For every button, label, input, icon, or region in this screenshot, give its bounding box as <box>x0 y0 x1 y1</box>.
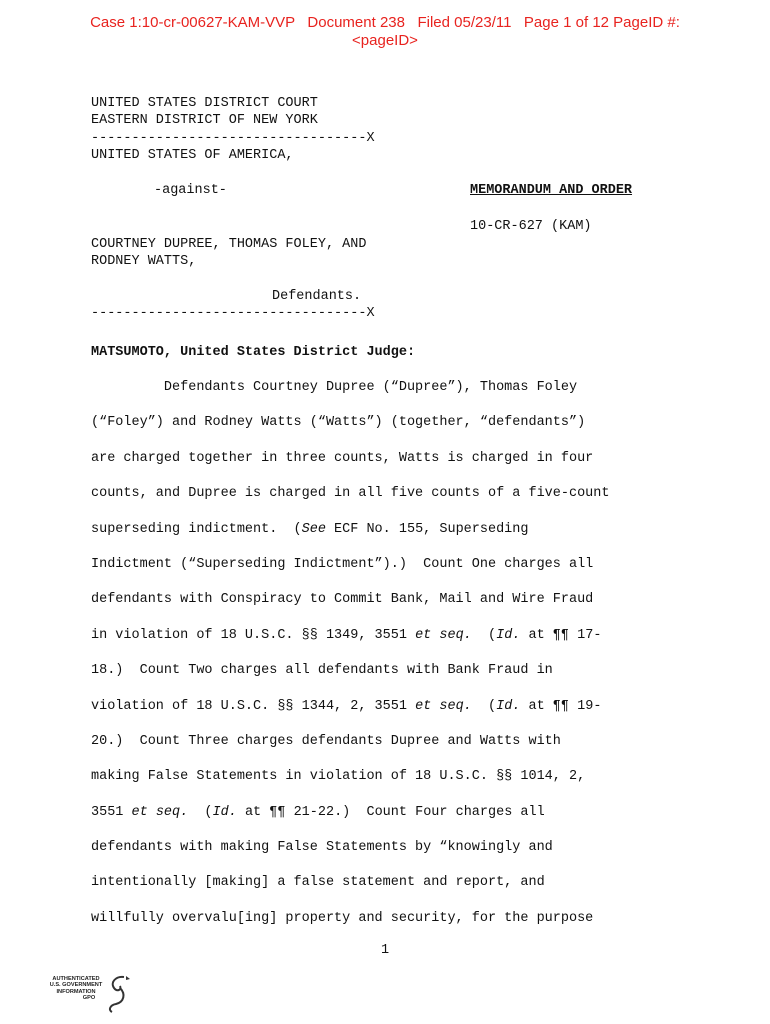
case-header-line2: <pageID> <box>352 32 418 49</box>
case-number: 10-CR-627 (KAM) <box>470 219 592 234</box>
caption-divider-top: ----------------------------------X <box>91 131 375 146</box>
gpo-logo-text: AUTHENTICATED U.S. GOVERNMENT INFORMATION GPO <box>49 976 103 1002</box>
body-line: defendants with making False Statements by “knowingly and <box>91 840 553 856</box>
body-line: (“Foley”) and Rodney Watts (“Watts”) (together, “defendants”) <box>91 415 586 431</box>
court-name: UNITED STATES DISTRICT COURT <box>91 96 318 111</box>
document-title: MEMORANDUM AND ORDER <box>470 183 633 198</box>
body-line: violation of 18 U.S.C. §§ 1344, 2, 3551 et seq. (Id. at ¶¶ 19- <box>91 698 602 714</box>
eagle-icon <box>102 974 132 1014</box>
body-line: willfully overvalu[ing] property and security, for the purpose <box>91 910 594 926</box>
defendants-label: Defendants. <box>272 289 362 304</box>
citation-signal: See <box>301 521 326 537</box>
gpo-authentication-logo <box>44 974 134 1014</box>
defendants-names-line2: RODNEY WATTS, <box>91 254 197 269</box>
body-line: intentionally [making] a false statement and report, and <box>91 875 545 891</box>
court-district: EASTERN DISTRICT OF NEW YORK <box>91 113 318 128</box>
judge-heading: MATSUMOTO, United States District Judge: <box>91 345 416 360</box>
body-line: 3551 et seq. (Id. at ¶¶ 21-22.) Count Four charges all <box>91 804 545 820</box>
body-line: 18.) Count Two charges all defendants with Bank Fraud in <box>91 663 553 679</box>
body-line: Defendants Courtney Dupree (“Dupree”), Thomas Foley <box>91 380 578 395</box>
body-line: defendants with Conspiracy to Commit Bank, Mail and Wire Fraud <box>91 592 594 608</box>
body-line: in violation of 18 U.S.C. §§ 1349, 3551 et seq. (Id. at ¶¶ 17- <box>91 627 602 643</box>
case-header <box>0 14 770 50</box>
against-label: -against- <box>154 183 227 198</box>
body-line: 20.) Count Three charges defendants Dupree and Watts with <box>91 733 561 749</box>
body-line: are charged together in three counts, Watts is charged in four <box>91 450 594 466</box>
body-line: making False Statements in violation of 18 U.S.C. §§ 1014, 2, <box>91 769 586 785</box>
opinion-body <box>91 378 691 944</box>
defendants-names-line1: COURTNEY DUPREE, THOMAS FOLEY, AND <box>91 237 367 252</box>
case-header-line1: Case 1:10-cr-00627-KAM-VVP Document 238 Filed 05/23/11 Page 1 of 12 PageID #: <box>90 14 680 31</box>
page-number: 1 <box>380 943 390 958</box>
body-line: counts, and Dupree is charged in all five counts of a five-count <box>91 486 610 502</box>
body-line: Indictment (“Superseding Indictment”).) Count One charges all <box>91 556 594 572</box>
caption-divider-bottom: ----------------------------------X <box>91 306 375 321</box>
body-line: superseding indictment. (See ECF No. 155, Superseding <box>91 521 529 537</box>
plaintiff-name: UNITED STATES OF AMERICA, <box>91 148 294 163</box>
